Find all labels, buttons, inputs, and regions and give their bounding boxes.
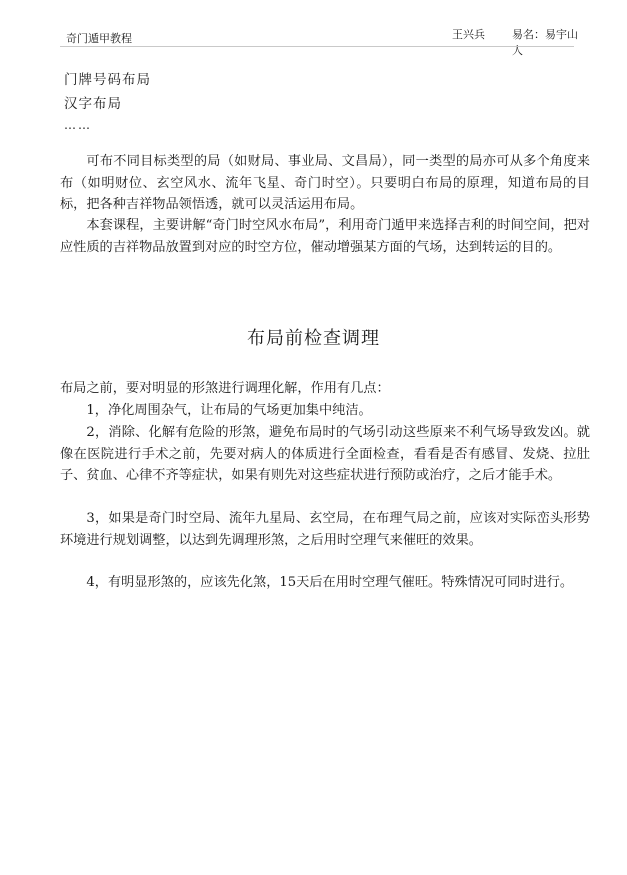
book-title: 奇门遁甲教程 xyxy=(66,32,132,45)
list-item-point-1: 1，净化周围杂气，让布局的气场更加集中纯洁。 xyxy=(86,403,372,418)
pen-name: 易名：易宇山人 xyxy=(512,28,578,57)
section-heading: 布局前检查调理 xyxy=(247,328,380,349)
section-lead: 布局之前，要对明显的形煞进行调理化解，作用有几点： xyxy=(60,381,390,396)
page-header xyxy=(60,24,580,57)
list-item-point-3: 3，如果是奇门时空局、流年九星局、玄空局，在布理气局之前，应该对实际峦头形势环境进行规划调整，以达到先调理形煞，之后用时空理气来催旺的效果。 xyxy=(60,511,590,548)
author-name: 王兴兵 xyxy=(452,28,485,41)
list-item-point-2: 2，消除、化解有危险的形煞，避免布局时的气场引动这些原来不利气场导致发凶。就像在医院进行手术之前，先要对病人的体质进行全面检查，看看是否有感冒、发烧、拉肚子、贫血、心律不齐等症状，如果有则先对这些症状进行预防或治疗，之后才能手术。 xyxy=(60,425,590,483)
list-item-chinese-characters: 汉字布局 xyxy=(64,96,122,112)
list-item-doorplate: 门牌号码布局 xyxy=(64,72,151,88)
paragraph-layout-types: 可布不同目标类型的局（如财局、事业局、文昌局），同一类型的局亦可从多个角度来布（如明财位、玄空风水、流年飞星、奇门时空）。只要明白布局的原理，知道布局的目标，把各种吉祥物品领悟透，就可以灵活运用布局。 xyxy=(60,154,590,212)
list-item-point-4: 4，有明显形煞的，应该先化煞，15天后在用时空理气催旺。特殊情况可同时进行。 xyxy=(86,575,574,590)
paragraph-course-intro: 本套课程，主要讲解“奇门时空风水布局”，利用奇门遁甲来选择吉利的时间空间，把对应性质的吉祥物品放置到对应的时空方位，催动增强某方面的气场，达到转运的目的。 xyxy=(60,218,590,255)
header-divider xyxy=(60,46,574,47)
list-ellipsis: …… xyxy=(64,118,92,132)
